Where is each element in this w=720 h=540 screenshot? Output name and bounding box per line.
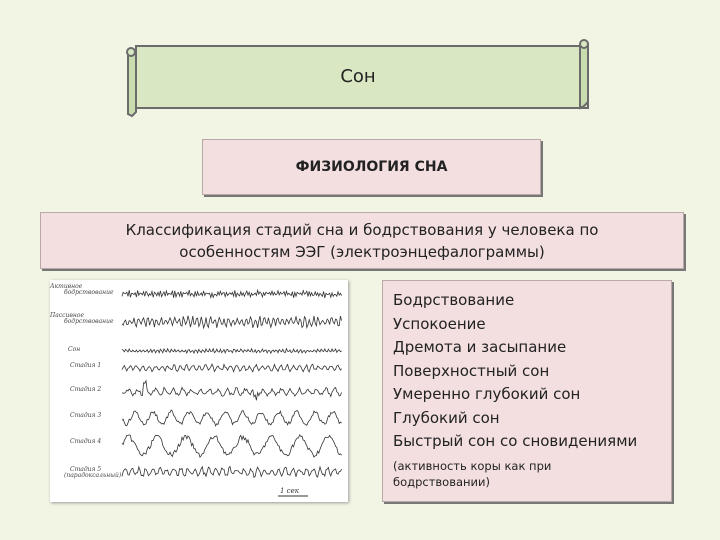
eeg-trace [122,316,342,328]
eeg-trace [122,410,342,426]
stage-item: Поверхностный сон [393,361,550,380]
eeg-label: Стадия 1 [70,362,102,369]
eeg-label: бодрствование [64,289,114,296]
eeg-traces [50,280,348,502]
classification-line-1: Классификация стадий сна и бодрствования у человека по [125,220,599,239]
banner-title: Сон [340,66,376,87]
eeg-trace [122,435,342,457]
stage-item: Бодрствование [393,291,515,309]
stage-note-line-1: (активность коры как при [393,458,552,473]
stages-box [382,280,672,502]
eeg-trace [122,467,342,478]
eeg-label: Пассивное [50,312,85,319]
eeg-trace [122,381,342,401]
stage-item: Дремота и засыпание [393,338,567,356]
section-title: ФИЗИОЛОГИЯ СНА [295,159,448,175]
stage-item: Успокоение [393,314,486,333]
eeg-trace [122,290,342,298]
eeg-trace [122,349,342,354]
classification-line-2: особенностям ЭЭГ (электроэнцефалограммы) [179,242,545,261]
stage-note [393,458,671,490]
eeg-label: (парадоксальный) [64,472,122,479]
eeg-label: Стадия 2 [70,386,102,393]
eeg-label: Стадия 5 [70,466,102,473]
eeg-trace [122,364,342,372]
eeg-label: Активное [50,283,83,290]
classification-box [40,212,684,269]
eeg-scale-label: 1 сек [280,487,299,495]
stage-item: Умеренно глубокий сон [393,385,581,403]
title-banner [122,36,594,122]
stage-item: Быстрый сон со сновидениями [393,432,638,450]
eeg-label: Стадия 3 [70,412,102,419]
eeg-figure [50,280,348,502]
section-title-box [202,139,541,195]
eeg-label: бодрствование [64,318,114,325]
stage-note-line-2: бодрствовании) [393,474,490,489]
stage-item: Глубокий сон [393,408,500,427]
eeg-label: Сон [68,346,81,353]
eeg-label: Стадия 4 [70,438,102,445]
